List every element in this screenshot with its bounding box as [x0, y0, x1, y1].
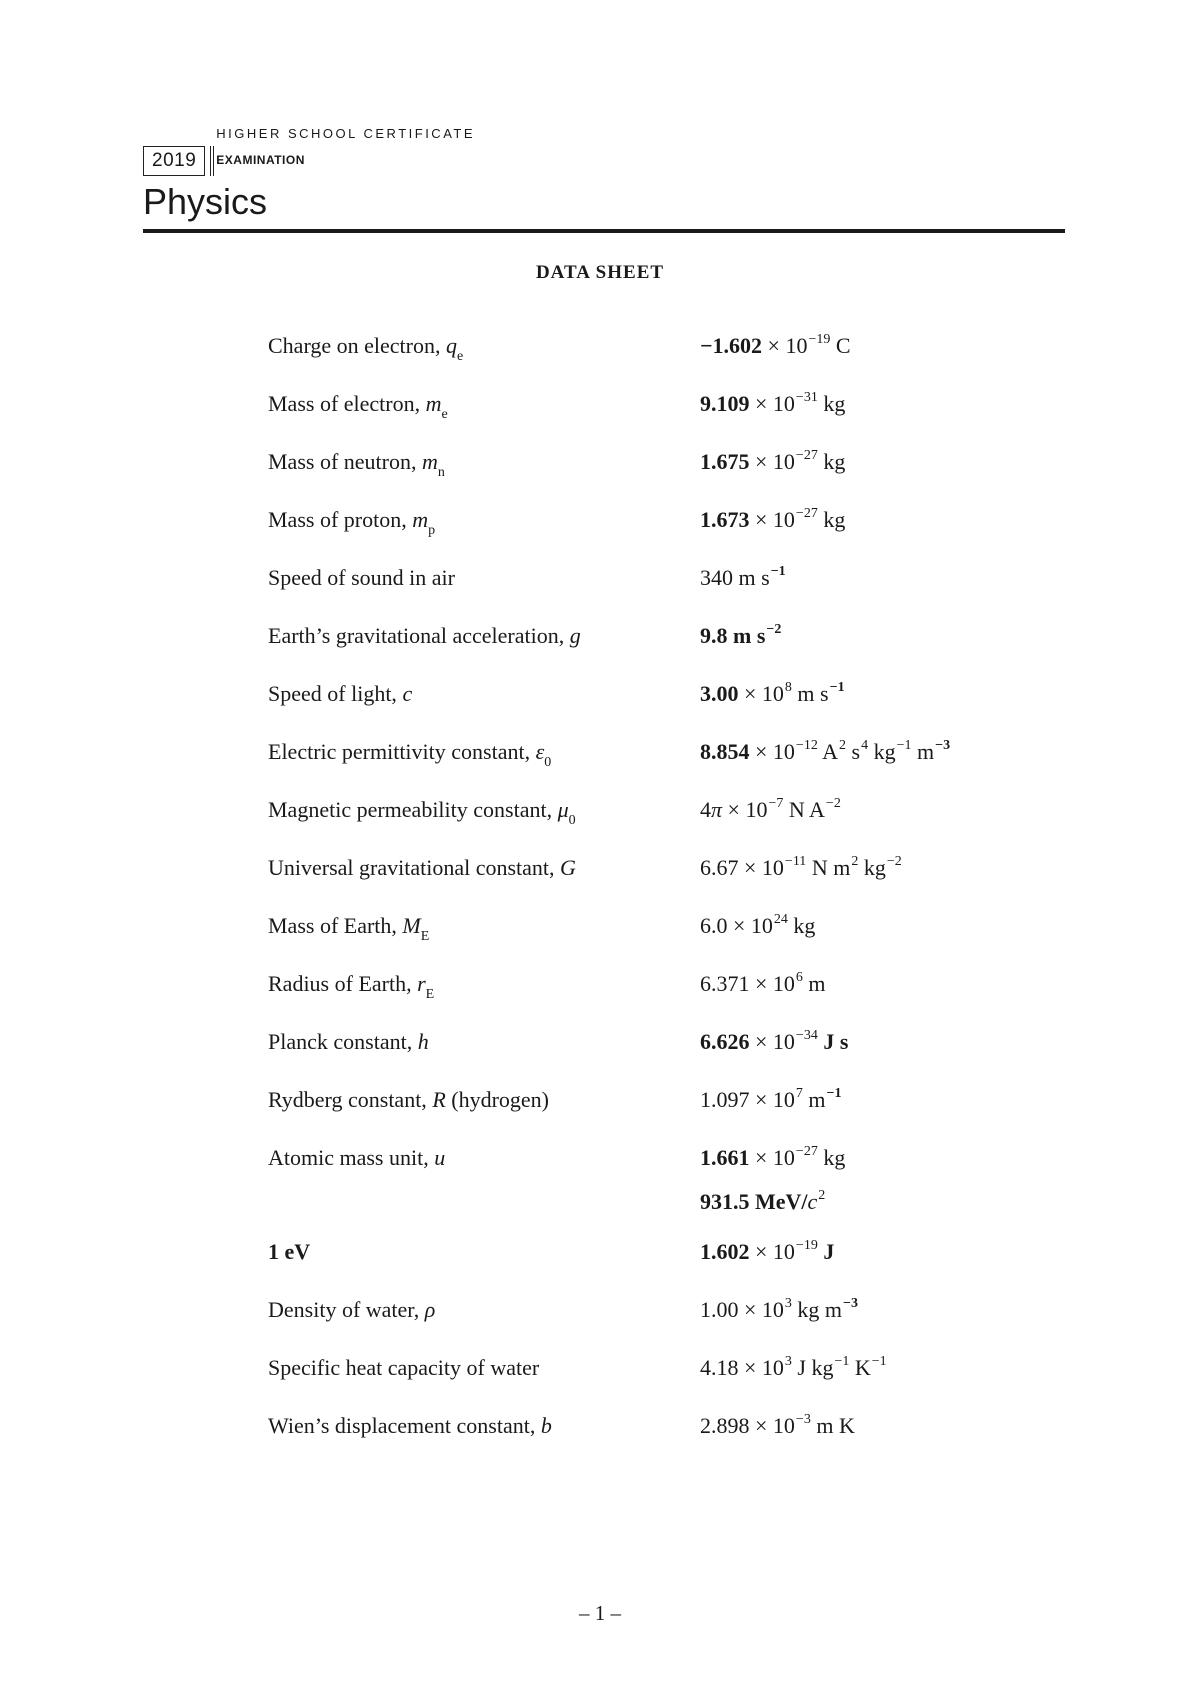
row-value: $1.661 \times 10^{-27}$ kg 931.5 MeV/$c^2$ [700, 1145, 845, 1219]
row-value: $1.673 \times 10^{-27}$ kg [700, 506, 846, 532]
row-value: $6.67 \times 10^{-11}$ N $m^2$ $kg^{-2}$ [700, 854, 902, 880]
row-value-line2: 931.5 MeV/$c^2$ [700, 1188, 826, 1214]
row-label: Mass of proton, $m_p$ [268, 507, 436, 538]
row-label: Universal gravitational constant, G [268, 855, 576, 880]
row-value: $2.898 \times 10^{-3}$ m K [700, 1412, 855, 1438]
exam-name-line1: HIGHER SCHOOL CERTIFICATE [216, 126, 476, 141]
row-value: $8.854 \times 10^{-12}$ $A^2$ $s^4$ $kg^{-1}$ $m^{-3}$ [700, 738, 951, 764]
row-label: 1 eV [268, 1239, 311, 1264]
header-rule [143, 229, 1065, 233]
row-label: Earth’s gravitational acceleration, g [268, 623, 581, 648]
row-value: $1.675 \times 10^{-27}$ kg [700, 448, 846, 474]
row-label: Density of water, ρ [268, 1297, 436, 1322]
row-value: $-1.602 \times 10^{-19}$ C [700, 332, 851, 358]
row-label: Electric permittivity constant, $\varepsilon_0$ [268, 739, 552, 770]
row-value: $1.00 \times 10^3$ kg $m^{-3}$ [700, 1296, 859, 1322]
data-sheet-title: DATA SHEET [535, 262, 665, 283]
row-value: 9.8 m $s^{-2}$ [700, 622, 782, 648]
row-label: Wien’s displacement constant, b [268, 1413, 552, 1438]
row-value: 340 m $s^{-1}$ [700, 564, 786, 590]
row-value: $4\pi \times 10^{-7}$ N $A^{-2}$ [700, 796, 841, 822]
row-label: Mass of neutron, $m_n$ [268, 449, 445, 480]
row-value: $1.602 \times 10^{-19}$ J [700, 1238, 835, 1264]
exam-name [216, 126, 476, 167]
row-label: Atomic mass unit, u [268, 1145, 446, 1170]
page-number: – 1 – [579, 1601, 621, 1625]
row-value: $3.00 \times 10^8$ m $s^{-1}$ [700, 680, 845, 706]
year-box: 2019 [143, 146, 205, 176]
row-label: Charge on electron, $q_e$ [268, 333, 464, 364]
row-value: $9.109 \times 10^{-31}$ kg [700, 390, 846, 416]
row-label: Mass of electron, $m_e$ [268, 391, 448, 422]
row-label: Radius of Earth, $r_E$ [268, 971, 435, 1002]
row-label: Magnetic permeability constant, $\mu_0$ [268, 797, 576, 828]
row-label: Speed of sound in air [268, 565, 455, 590]
row-label: Speed of light, c [268, 681, 413, 706]
exam-header [143, 128, 1063, 176]
row-label: Planck constant, h [268, 1029, 429, 1054]
row-label: Mass of Earth, $M_E$ [268, 913, 430, 944]
row-value: $1.097 \times 10^7$ $m^{-1}$ [700, 1086, 842, 1112]
row-label: Specific heat capacity of water [268, 1355, 540, 1380]
exam-name-line2: EXAMINATION [216, 153, 305, 167]
row-value: $6.371 \times 10^6$ m [700, 970, 826, 996]
header-divider [210, 146, 214, 176]
row-value: $6.626 \times 10^{-34}$ J s [700, 1028, 849, 1054]
subject-title: Physics [143, 181, 268, 222]
row-value: $6.0 \times 10^{24}$ kg [700, 912, 816, 938]
row-value: $4.18 \times 10^3$ J $kg^{-1}$ $K^{-1}$ [700, 1354, 887, 1380]
row-label: Rydberg constant, R (hydrogen) [268, 1087, 550, 1112]
